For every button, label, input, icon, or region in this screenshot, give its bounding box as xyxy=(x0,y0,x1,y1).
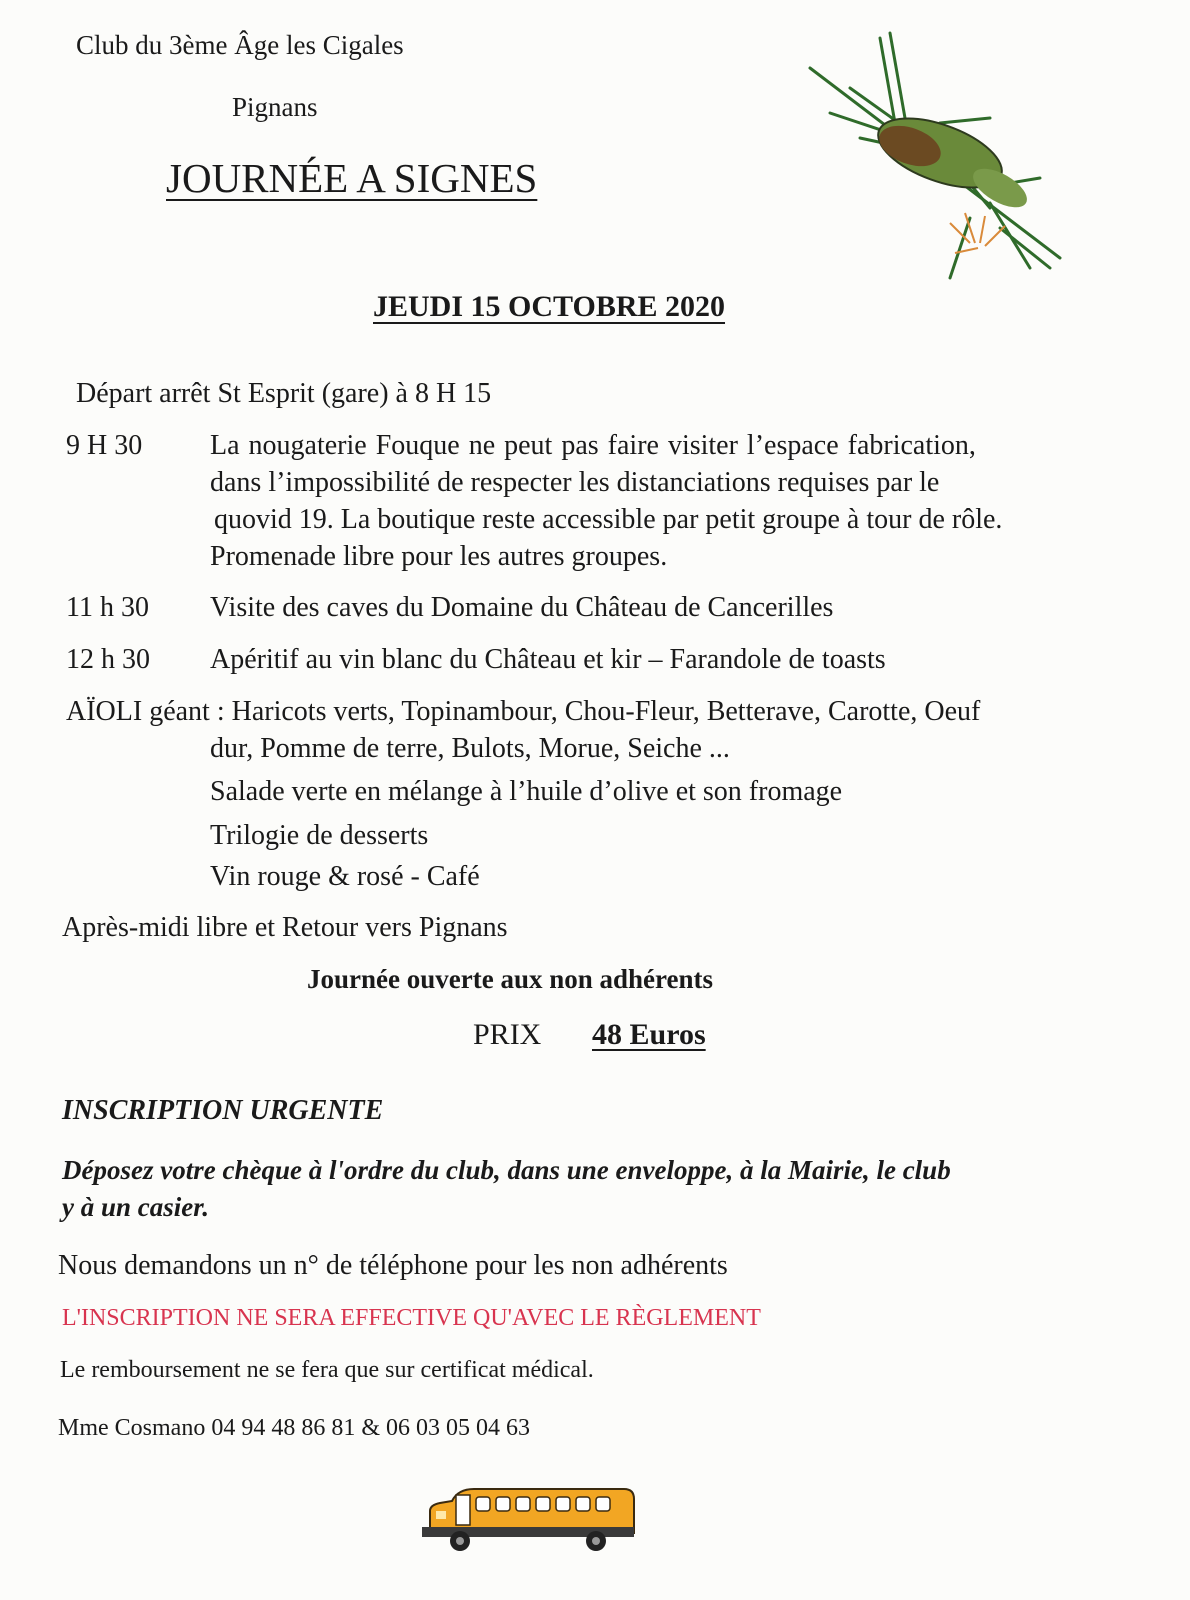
town-name: Pignans xyxy=(232,92,318,122)
price-label: PRIX xyxy=(473,1018,542,1051)
inscription-line: Déposez votre chèque à l'ordre du club, dans une enveloppe, à la Mairie, le club xyxy=(62,1155,951,1185)
schedule-time: 12 h 30 xyxy=(66,644,150,675)
contact-info: Mme Cosmano 04 94 48 86 81 & 06 03 05 04 63 xyxy=(58,1415,530,1441)
schedule-text: Visite des caves du Domaine du Château de Cancerilles xyxy=(210,592,834,623)
inscription-line: y à un casier. xyxy=(62,1192,210,1222)
menu-salad: Salade verte en mélange à l’huile d’olive et son fromage xyxy=(210,776,843,807)
schedule-time: 11 h 30 xyxy=(66,592,149,623)
club-name: Club du 3ème Âge les Cigales xyxy=(76,30,404,60)
menu-wine: Vin rouge & rosé - Café xyxy=(210,861,480,892)
refund-notice: Le remboursement ne se fera que sur certificat médical. xyxy=(60,1357,594,1383)
menu-line: AÏOLI géant : Haricots verts, Topinambour, Chou-Fleur, Betterave, Carotte, Oeuf xyxy=(66,696,981,727)
schedule-text-line: dans l’impossibilité de respecter les distanciations requises par le xyxy=(210,467,940,498)
departure-info: Départ arrêt St Esprit (gare) à 8 H 15 xyxy=(76,378,492,409)
schedule-text-line: quovid 19. La boutique reste accessible par petit groupe à tour de rôle. xyxy=(214,504,1003,535)
afternoon-info: Après-midi libre et Retour vers Pignans xyxy=(62,912,508,943)
warning-notice: L'INSCRIPTION NE SERA EFFECTIVE QU'AVEC LE RÈGLEMENT xyxy=(62,1305,761,1331)
pine-branch-icon xyxy=(790,28,1080,298)
schedule-text-line: La nougaterie Fouque ne peut pas faire visiter l’espace fabrication, xyxy=(210,430,976,461)
inscription-title: INSCRIPTION URGENTE xyxy=(62,1095,384,1126)
schedule-time: 9 H 30 xyxy=(66,430,143,461)
event-date: JEUDI 15 OCTOBRE 2020 xyxy=(373,290,726,323)
price-value: 48 Euros xyxy=(592,1018,706,1051)
phone-request: Nous demandons un n° de téléphone pour les non adhérents xyxy=(58,1250,728,1281)
bus-icon xyxy=(418,1483,640,1555)
schedule-text-line: Promenade libre pour les autres groupes. xyxy=(210,541,668,572)
schedule-text: Apéritif au vin blanc du Château et kir – Farandole de toasts xyxy=(210,644,886,675)
menu-line: dur, Pomme de terre, Bulots, Morue, Seiche ... xyxy=(210,733,730,764)
menu-dessert: Trilogie de desserts xyxy=(210,820,429,851)
open-notice: Journée ouverte aux non adhérents xyxy=(307,964,714,994)
page-title: JOURNÉE A SIGNES xyxy=(166,155,538,201)
